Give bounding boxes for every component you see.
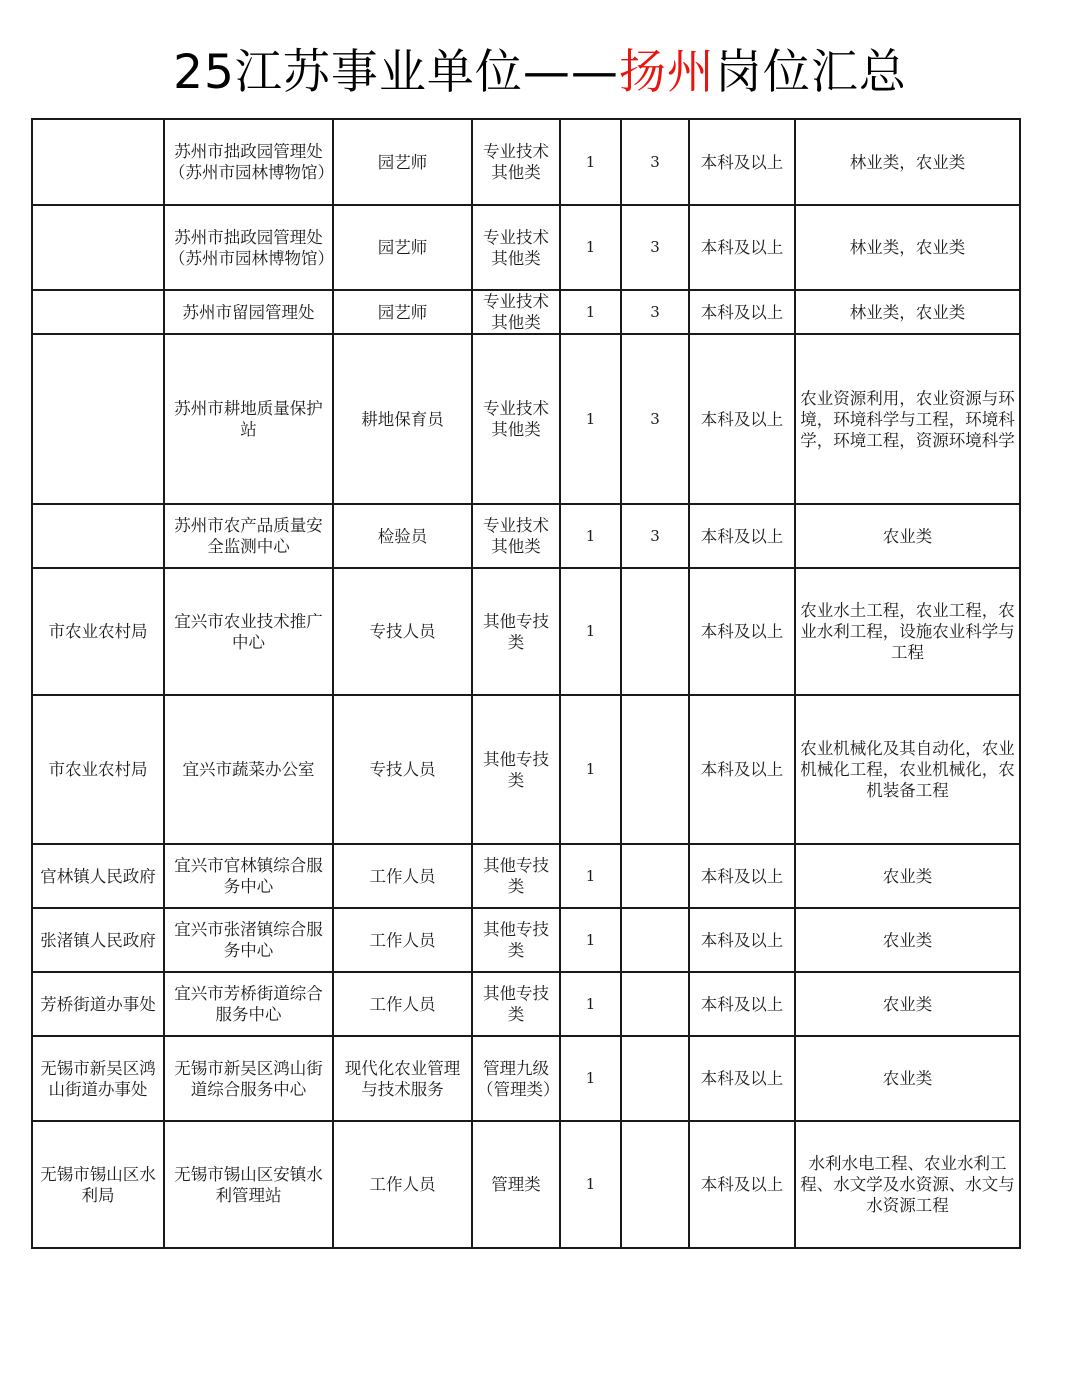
- cell-category: 其他专技类: [472, 908, 560, 972]
- cell-education: 本科及以上: [689, 972, 795, 1036]
- cell-post: 专技人员: [333, 695, 472, 844]
- cell-category: 其他专技类: [472, 695, 560, 844]
- cell-unit: 宜兴市芳桥街道综合服务中心: [164, 972, 333, 1036]
- cell-major: 农业类: [795, 844, 1020, 908]
- page-title: [0, 38, 1080, 108]
- table-row: [32, 695, 1020, 844]
- cell-post: 园艺师: [333, 290, 472, 334]
- cell-major: 农业机械化及其自动化，农业机械化工程，农业机械化，农机装备工程: [795, 695, 1020, 844]
- cell-count: 1: [560, 119, 621, 205]
- cell-department: 市农业农村局: [32, 568, 164, 695]
- table-row: [32, 119, 1020, 205]
- cell-major: 林业类，农业类: [795, 290, 1020, 334]
- cell-unit: 宜兴市农业技术推广中心: [164, 568, 333, 695]
- cell-major: 农业类: [795, 908, 1020, 972]
- cell-category: 专业技术其他类: [472, 504, 560, 568]
- cell-post: 工作人员: [333, 908, 472, 972]
- positions-table: [31, 118, 1021, 1249]
- cell-count: 1: [560, 1121, 621, 1248]
- cell-ratio: 3: [621, 334, 689, 504]
- table-row: [32, 290, 1020, 334]
- cell-count: 1: [560, 334, 621, 504]
- cell-education: 本科及以上: [689, 290, 795, 334]
- cell-category: 其他专技类: [472, 568, 560, 695]
- table-row: [32, 504, 1020, 568]
- table-row: [32, 972, 1020, 1036]
- cell-category: 管理类: [472, 1121, 560, 1248]
- cell-ratio: [621, 908, 689, 972]
- cell-unit: 苏州市留园管理处: [164, 290, 333, 334]
- cell-department: [32, 205, 164, 290]
- table-row: [32, 908, 1020, 972]
- cell-department: 芳桥街道办事处: [32, 972, 164, 1036]
- cell-ratio: [621, 844, 689, 908]
- cell-ratio: [621, 972, 689, 1036]
- cell-unit: 苏州市拙政园管理处（苏州市园林博物馆）: [164, 205, 333, 290]
- title-prefix: 25江苏事业单位——: [173, 45, 619, 100]
- cell-count: 1: [560, 205, 621, 290]
- title-highlight: 扬州: [618, 45, 715, 100]
- cell-post: 耕地保育员: [333, 334, 472, 504]
- cell-education: 本科及以上: [689, 205, 795, 290]
- cell-education: 本科及以上: [689, 1121, 795, 1248]
- cell-education: 本科及以上: [689, 695, 795, 844]
- cell-category: 专业技术其他类: [472, 334, 560, 504]
- cell-department: [32, 504, 164, 568]
- cell-major: 农业资源利用，农业资源与环境，环境科学与工程，环境科学，环境工程，资源环境科学: [795, 334, 1020, 504]
- cell-ratio: 3: [621, 205, 689, 290]
- table-row: [32, 1121, 1020, 1248]
- cell-education: 本科及以上: [689, 1036, 795, 1121]
- cell-major: 林业类，农业类: [795, 205, 1020, 290]
- cell-count: 1: [560, 1036, 621, 1121]
- cell-major: 农业类: [795, 504, 1020, 568]
- cell-post: 园艺师: [333, 119, 472, 205]
- cell-education: 本科及以上: [689, 908, 795, 972]
- cell-major: 农业类: [795, 972, 1020, 1036]
- cell-post: 工作人员: [333, 972, 472, 1036]
- cell-unit: 苏州市拙政园管理处（苏州市园林博物馆）: [164, 119, 333, 205]
- cell-ratio: [621, 1121, 689, 1248]
- cell-count: 1: [560, 695, 621, 844]
- cell-education: 本科及以上: [689, 119, 795, 205]
- cell-department: 张渚镇人民政府: [32, 908, 164, 972]
- cell-education: 本科及以上: [689, 334, 795, 504]
- cell-ratio: [621, 1036, 689, 1121]
- cell-category: 管理九级（管理类）: [472, 1036, 560, 1121]
- cell-department: 无锡市新吴区鸿山街道办事处: [32, 1036, 164, 1121]
- cell-major: 农业水土工程，农业工程，农业水利工程，设施农业科学与工程: [795, 568, 1020, 695]
- cell-post: 工作人员: [333, 844, 472, 908]
- cell-unit: 苏州市耕地质量保护站: [164, 334, 333, 504]
- cell-ratio: 3: [621, 290, 689, 334]
- cell-category: 专业技术其他类: [472, 205, 560, 290]
- cell-education: 本科及以上: [689, 844, 795, 908]
- cell-department: [32, 290, 164, 334]
- cell-post: 园艺师: [333, 205, 472, 290]
- cell-post: 检验员: [333, 504, 472, 568]
- cell-category: 其他专技类: [472, 844, 560, 908]
- table-row: [32, 205, 1020, 290]
- cell-department: 市农业农村局: [32, 695, 164, 844]
- title-suffix: 岗位汇总: [714, 45, 907, 100]
- table-row: [32, 844, 1020, 908]
- table-row: [32, 568, 1020, 695]
- cell-unit: 宜兴市官林镇综合服务中心: [164, 844, 333, 908]
- cell-category: 专业技术其他类: [472, 119, 560, 205]
- cell-unit: 无锡市新吴区鸿山街道综合服务中心: [164, 1036, 333, 1121]
- cell-ratio: [621, 695, 689, 844]
- cell-count: 1: [560, 844, 621, 908]
- cell-unit: 宜兴市蔬菜办公室: [164, 695, 333, 844]
- cell-category: 其他专技类: [472, 972, 560, 1036]
- cell-department: [32, 334, 164, 504]
- cell-count: 1: [560, 568, 621, 695]
- cell-education: 本科及以上: [689, 504, 795, 568]
- table-body: [32, 119, 1020, 1248]
- cell-post: 工作人员: [333, 1121, 472, 1248]
- table-row: [32, 334, 1020, 504]
- cell-department: 官林镇人民政府: [32, 844, 164, 908]
- cell-unit: 宜兴市张渚镇综合服务中心: [164, 908, 333, 972]
- cell-major: 农业类: [795, 1036, 1020, 1121]
- cell-major: 水利水电工程、农业水利工程、水文学及水资源、水文与水资源工程: [795, 1121, 1020, 1248]
- cell-post: 专技人员: [333, 568, 472, 695]
- cell-ratio: 3: [621, 119, 689, 205]
- cell-count: 1: [560, 908, 621, 972]
- cell-ratio: [621, 568, 689, 695]
- cell-unit: 无锡市锡山区安镇水利管理站: [164, 1121, 333, 1248]
- cell-department: [32, 119, 164, 205]
- cell-unit: 苏州市农产品质量安全监测中心: [164, 504, 333, 568]
- cell-ratio: 3: [621, 504, 689, 568]
- table-row: [32, 1036, 1020, 1121]
- cell-department: 无锡市锡山区水利局: [32, 1121, 164, 1248]
- cell-major: 林业类，农业类: [795, 119, 1020, 205]
- cell-count: 1: [560, 972, 621, 1036]
- cell-post: 现代化农业管理与技术服务: [333, 1036, 472, 1121]
- cell-education: 本科及以上: [689, 568, 795, 695]
- cell-category: 专业技术其他类: [472, 290, 560, 334]
- cell-count: 1: [560, 290, 621, 334]
- cell-count: 1: [560, 504, 621, 568]
